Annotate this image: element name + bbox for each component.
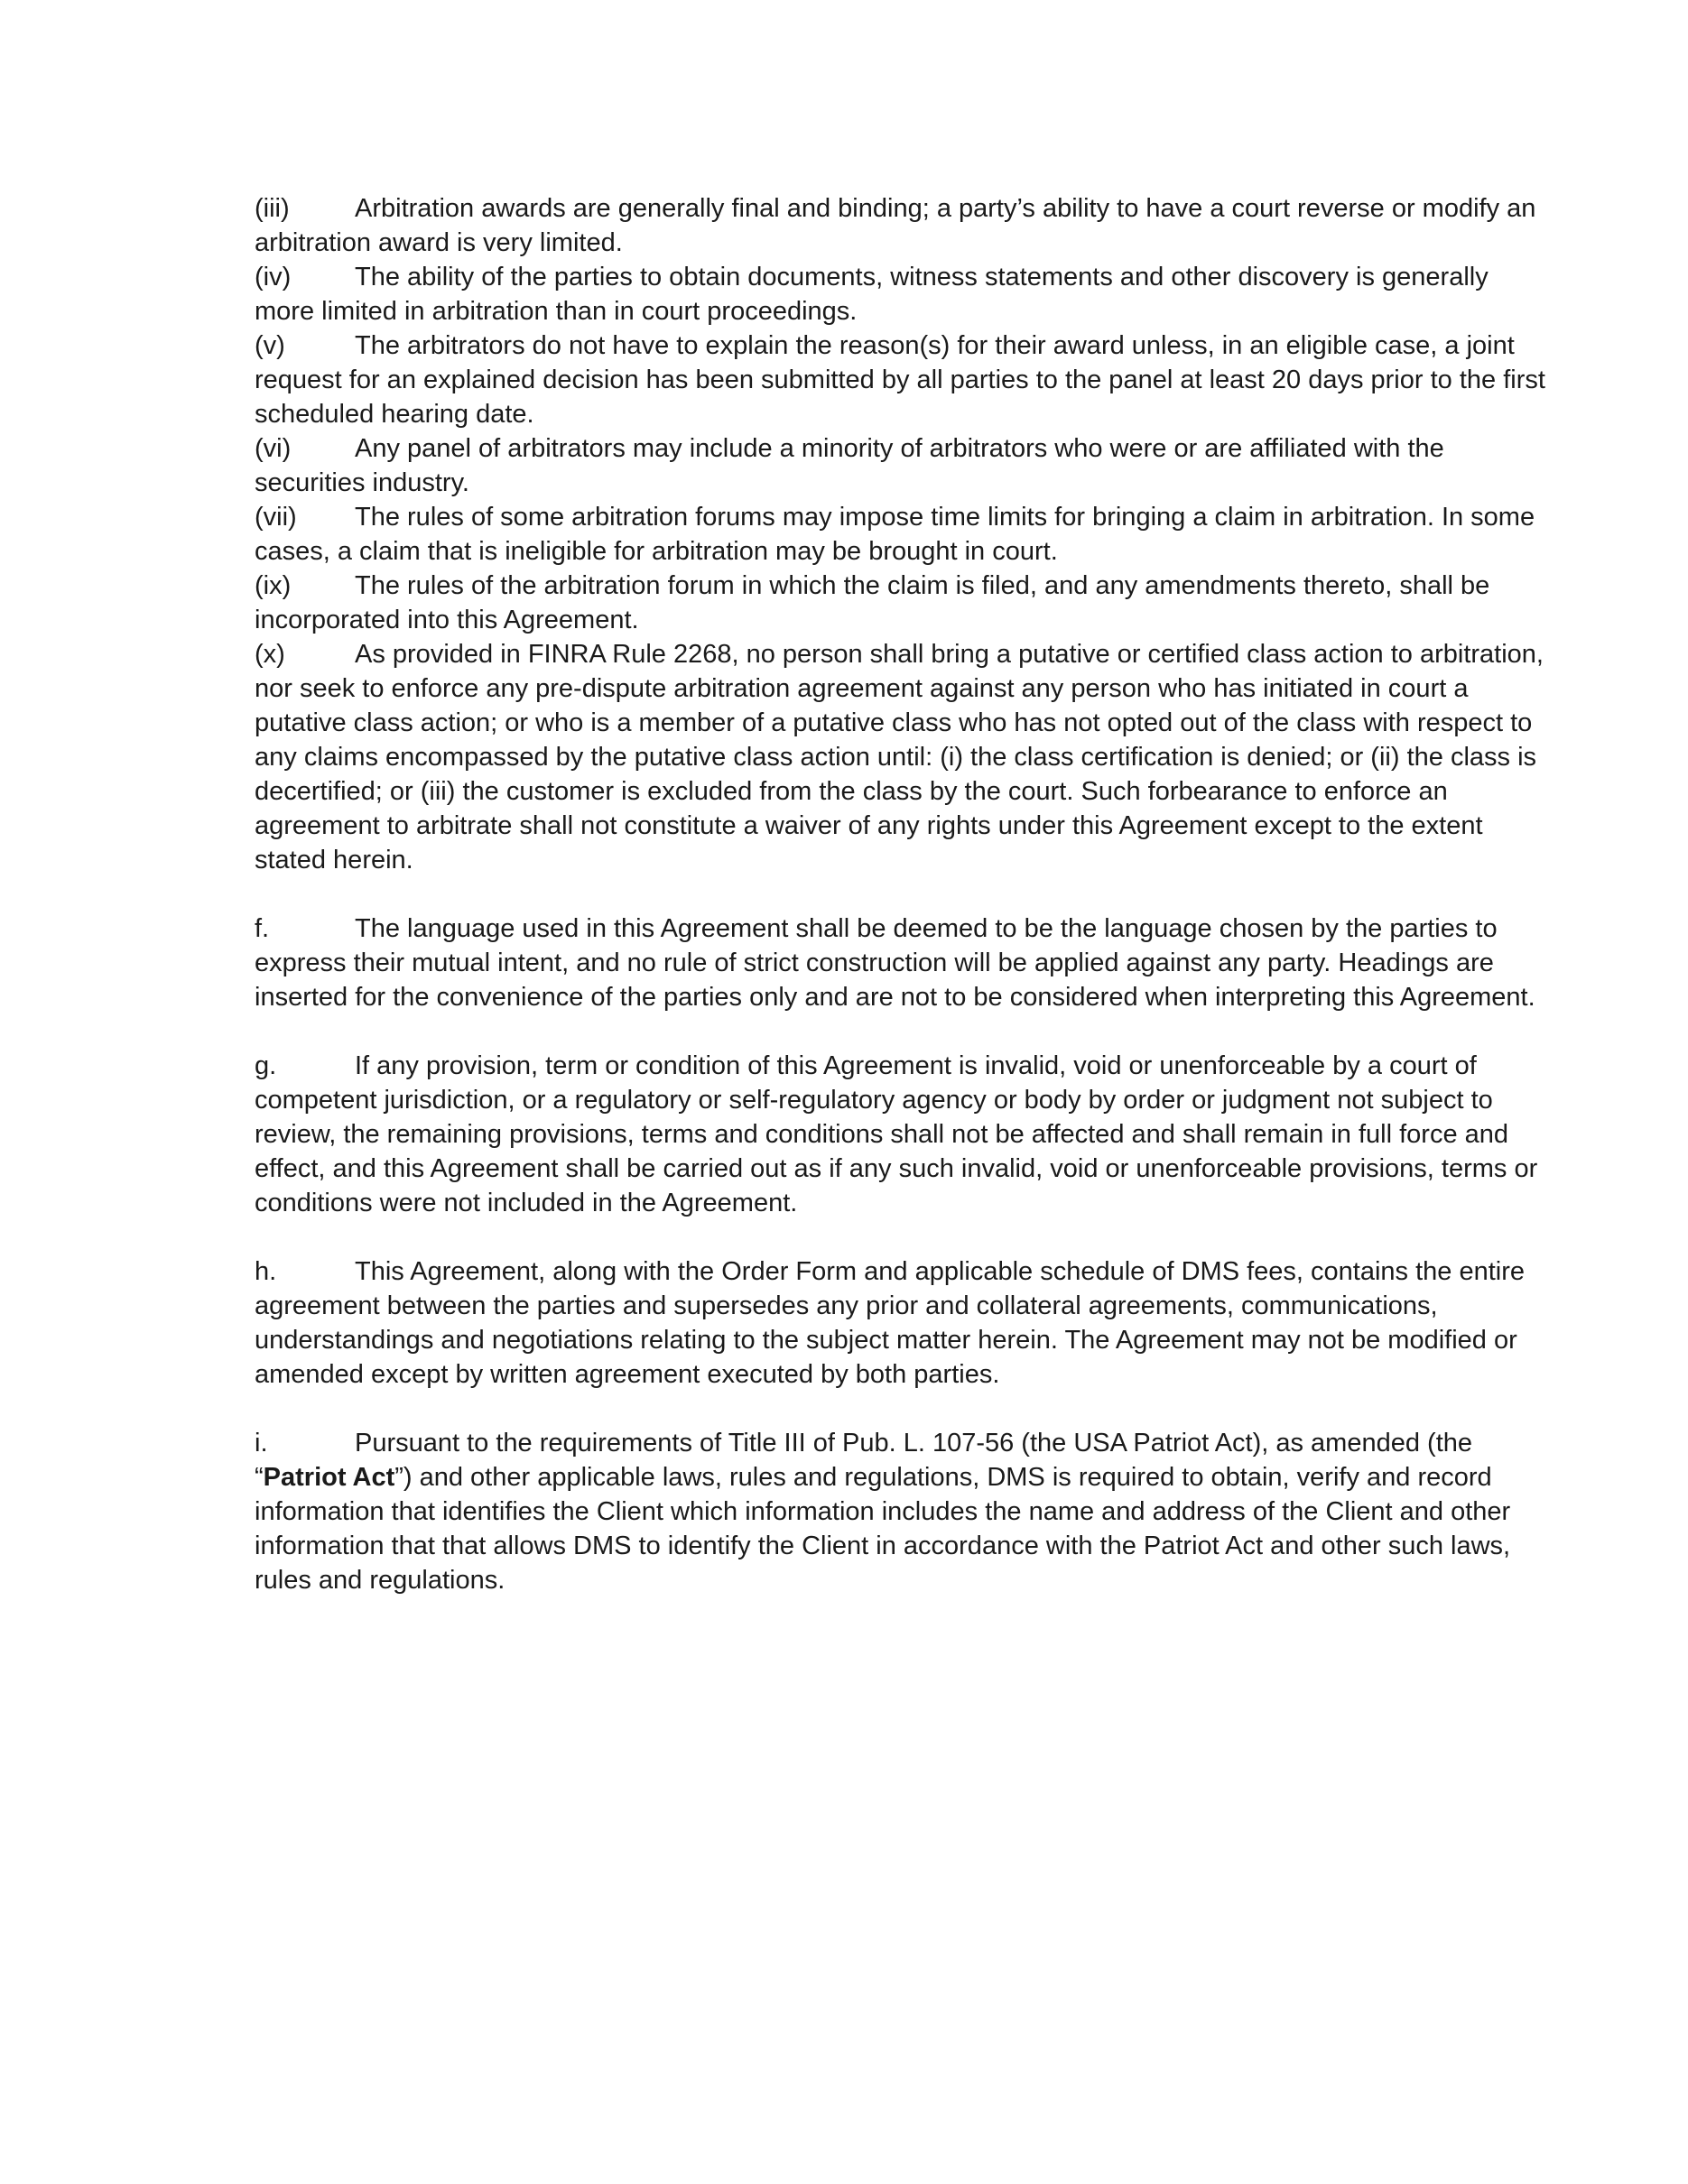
list-marker: (vii) bbox=[255, 503, 297, 532]
list-item-vi bbox=[255, 431, 1554, 500]
defined-term-patriot-act: Patriot Act bbox=[263, 1463, 395, 1492]
list-item-v bbox=[255, 329, 1554, 431]
section-text: The language used in this Agreement shall be deemed to be the language chosen by the parties to express their mutual intent, and no rule of strict construction will be applied against any party. Headings are inserted for the convenience of the parties only and are not to be considered when interpreting this Agreement. bbox=[255, 914, 1535, 1012]
section-i bbox=[255, 1426, 1554, 1597]
list-item-text: Any panel of arbitrators may include a minority of arbitrators who were or are affiliated with the securities industry. bbox=[255, 434, 1444, 497]
section-text: If any provision, term or condition of this Agreement is invalid, void or unenforceable by a court of competent jurisdiction, or a regulatory or self-regulatory agency or body by order or judgment not subject to review, the remaining provisions, terms and conditions shall not be affected and shall remain in full force and effect, and this Agreement shall be carried out as if any such invalid, void or unenforceable provisions, terms or conditions were not included in the Agreement. bbox=[255, 1051, 1538, 1217]
section-text-after: ”) and other applicable laws, rules and regulations, DMS is required to obtain, verify and record information that identifies the Client which information includes the name and address of the Client and other information that that allows DMS to identify the Client in accordance with the Patriot Act and other such laws, rules and regulations. bbox=[255, 1463, 1511, 1595]
list-item-iii bbox=[255, 191, 1554, 260]
section-g bbox=[255, 1049, 1554, 1220]
list-marker: (v) bbox=[255, 331, 285, 360]
section-marker: i. bbox=[255, 1429, 268, 1458]
list-item-vii bbox=[255, 500, 1554, 569]
list-item-text: The ability of the parties to obtain documents, witness statements and other discovery is generally more limited in arbitration than in court proceedings. bbox=[255, 263, 1489, 326]
list-item-text: The rules of some arbitration forums may impose time limits for bringing a claim in arbitration. In some cases, a claim that is ineligible for arbitration may be brought in court. bbox=[255, 503, 1535, 566]
list-marker: (vi) bbox=[255, 434, 292, 463]
section-marker: g. bbox=[255, 1051, 277, 1080]
document-page bbox=[255, 191, 1554, 1597]
list-item-text: Arbitration awards are generally final and binding; a party’s ability to have a court reverse or modify an arbitration award is very limited. bbox=[255, 194, 1536, 257]
paragraph-spacer bbox=[255, 877, 1554, 912]
list-marker: (iii) bbox=[255, 194, 290, 223]
section-h bbox=[255, 1254, 1554, 1392]
section-marker: f. bbox=[255, 914, 270, 943]
section-text: This Agreement, along with the Order Form and applicable schedule of DMS fees, contains the entire agreement between the parties and supersedes any prior and collateral agreements, communications, understandings and negotiations relating to the subject matter herein. The Agreement may not be modified or amended except by written agreement executed by both parties. bbox=[255, 1257, 1526, 1389]
paragraph-spacer bbox=[255, 1220, 1554, 1254]
list-item-text: As provided in FINRA Rule 2268, no person shall bring a putative or certified class action to arbitration, nor seek to enforce any pre-dispute arbitration agreement against any person who has initiated in court a putative class action; or who is a member of a putative class who has not opted out of the class with respect to any claims encompassed by the putative class action until: (i) the class certification is denied; or (ii) the class is decertified; or (iii) the customer is excluded from the class by the court. Such forbearance to enforce an agreement to arbitrate shall not constitute a waiver of any rights under this Agreement except to the extent stated herein. bbox=[255, 640, 1544, 875]
list-item-text: The arbitrators do not have to explain the reason(s) for their award unless, in an eligible case, a joint request for an explained decision has been submitted by all parties to the panel at least 20 days prior to the first scheduled hearing date. bbox=[255, 331, 1545, 429]
paragraph-spacer bbox=[255, 1014, 1554, 1049]
list-item-iv bbox=[255, 260, 1554, 329]
list-item-x bbox=[255, 637, 1554, 877]
section-text-before: Pursuant to the requirements of Title III of Pub. L. 107-56 (the USA Patriot Act), as amended (the “ bbox=[255, 1429, 1473, 1492]
section-marker: h. bbox=[255, 1257, 277, 1286]
list-marker: (ix) bbox=[255, 571, 292, 600]
list-item-ix bbox=[255, 569, 1554, 637]
paragraph-spacer bbox=[255, 1392, 1554, 1426]
list-marker: (x) bbox=[255, 640, 285, 669]
list-item-text: The rules of the arbitration forum in which the claim is filed, and any amendments thereto, shall be incorporated into this Agreement. bbox=[255, 571, 1490, 634]
list-marker: (iv) bbox=[255, 263, 292, 292]
section-f bbox=[255, 912, 1554, 1014]
